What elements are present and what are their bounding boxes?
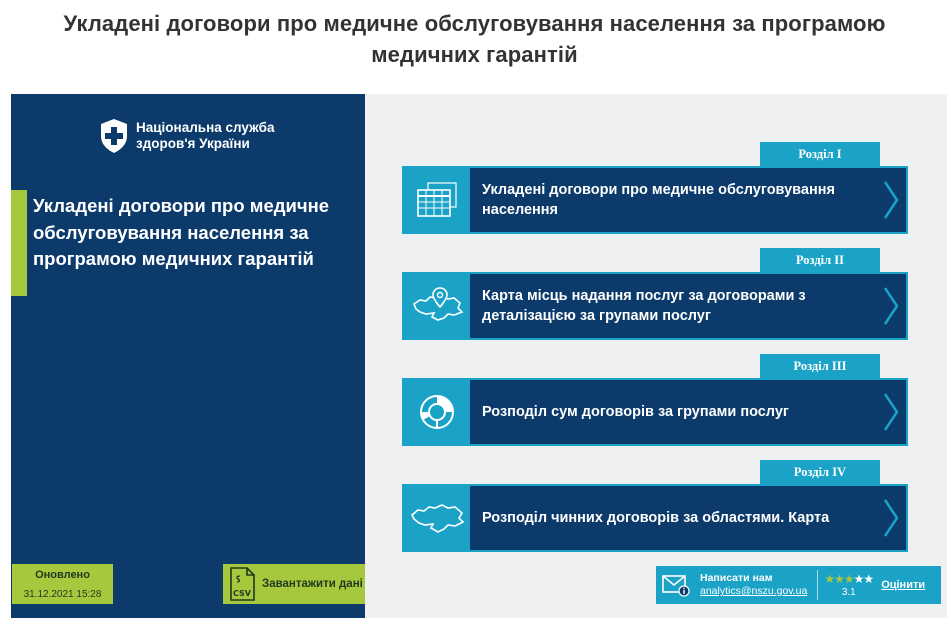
rating-value: 3.1 — [841, 586, 856, 598]
contact-rating-box — [656, 566, 941, 604]
download-data-button[interactable] — [223, 564, 365, 604]
rate-link[interactable]: Оцінити — [881, 579, 926, 591]
section-3-label: Розподіл сум договорів за групами послуг — [482, 404, 789, 420]
section-2-tag: Розділ II — [760, 248, 880, 272]
section-3-icon-box — [404, 380, 470, 444]
map-icon — [409, 501, 465, 535]
brand-line-1: Національна служба — [136, 120, 275, 135]
report-title: Укладені договори про медичне обслуговування населення за програмою медичних гарантій — [33, 195, 330, 269]
map-pin-icon — [410, 286, 464, 326]
updated-date: 31.12.2021 15:28 — [23, 589, 102, 600]
contact-email-link[interactable]: analytics@nszu.gov.ua — [700, 585, 808, 597]
chevron-right-icon — [882, 286, 900, 326]
chevron-right-icon — [882, 180, 900, 220]
star-filled-icon: ★ — [824, 571, 835, 586]
brand-name — [136, 120, 275, 152]
section-1-icon-box — [404, 168, 470, 232]
section-1-label: Укладені договори про медичне обслуговування населення — [482, 182, 835, 218]
section-1-link[interactable] — [402, 166, 908, 234]
star-empty-icon: ★ — [863, 571, 874, 586]
section-4-icon-box — [404, 486, 470, 550]
svg-text:CSV: CSV — [233, 589, 251, 598]
shield-cross-icon — [99, 118, 129, 154]
page-title-line-2: медичних гарантій — [371, 42, 578, 67]
mail-info-icon — [662, 573, 690, 597]
section-1-tag: Розділ I — [760, 142, 880, 166]
section-4-label: Розподіл чинних договорів за областями. Карта — [482, 510, 830, 526]
section-2-link[interactable] — [402, 272, 908, 340]
section-3-tag: Розділ III — [760, 354, 880, 378]
rating-stars — [824, 573, 873, 585]
chevron-right-icon — [882, 498, 900, 538]
updated-info — [12, 564, 113, 604]
left-panel — [11, 94, 365, 618]
star-filled-icon: ★ — [843, 571, 854, 586]
csv-file-icon — [229, 567, 255, 601]
download-data-label: Завантажити дані — [262, 578, 363, 590]
donut-chart-icon — [417, 392, 457, 432]
star-empty-icon: ★ — [853, 571, 864, 586]
star-filled-icon: ★ — [834, 571, 844, 586]
table-icon — [416, 182, 458, 218]
chevron-right-icon — [882, 392, 900, 432]
right-panel — [365, 94, 947, 618]
brand-line-2: здоров'я України — [136, 136, 250, 151]
updated-label: Оновлено — [35, 569, 90, 581]
section-2-icon-box — [404, 274, 470, 338]
contact-divider — [817, 570, 818, 600]
contact-info — [700, 572, 807, 598]
page-title — [0, 8, 949, 70]
section-3-link[interactable] — [402, 378, 908, 446]
section-4-link[interactable] — [402, 484, 908, 552]
rating — [824, 573, 873, 598]
section-2-label: Карта місць надання послуг за договорами з деталізацією за групами послуг — [482, 288, 806, 324]
title-accent-bar — [11, 190, 27, 296]
brand-logo — [99, 118, 275, 154]
page-title-line-1: Укладені договори про медичне обслуговування населення за програмою — [63, 11, 886, 36]
contact-label: Написати нам — [700, 572, 773, 584]
section-4-tag: Розділ IV — [760, 460, 880, 484]
